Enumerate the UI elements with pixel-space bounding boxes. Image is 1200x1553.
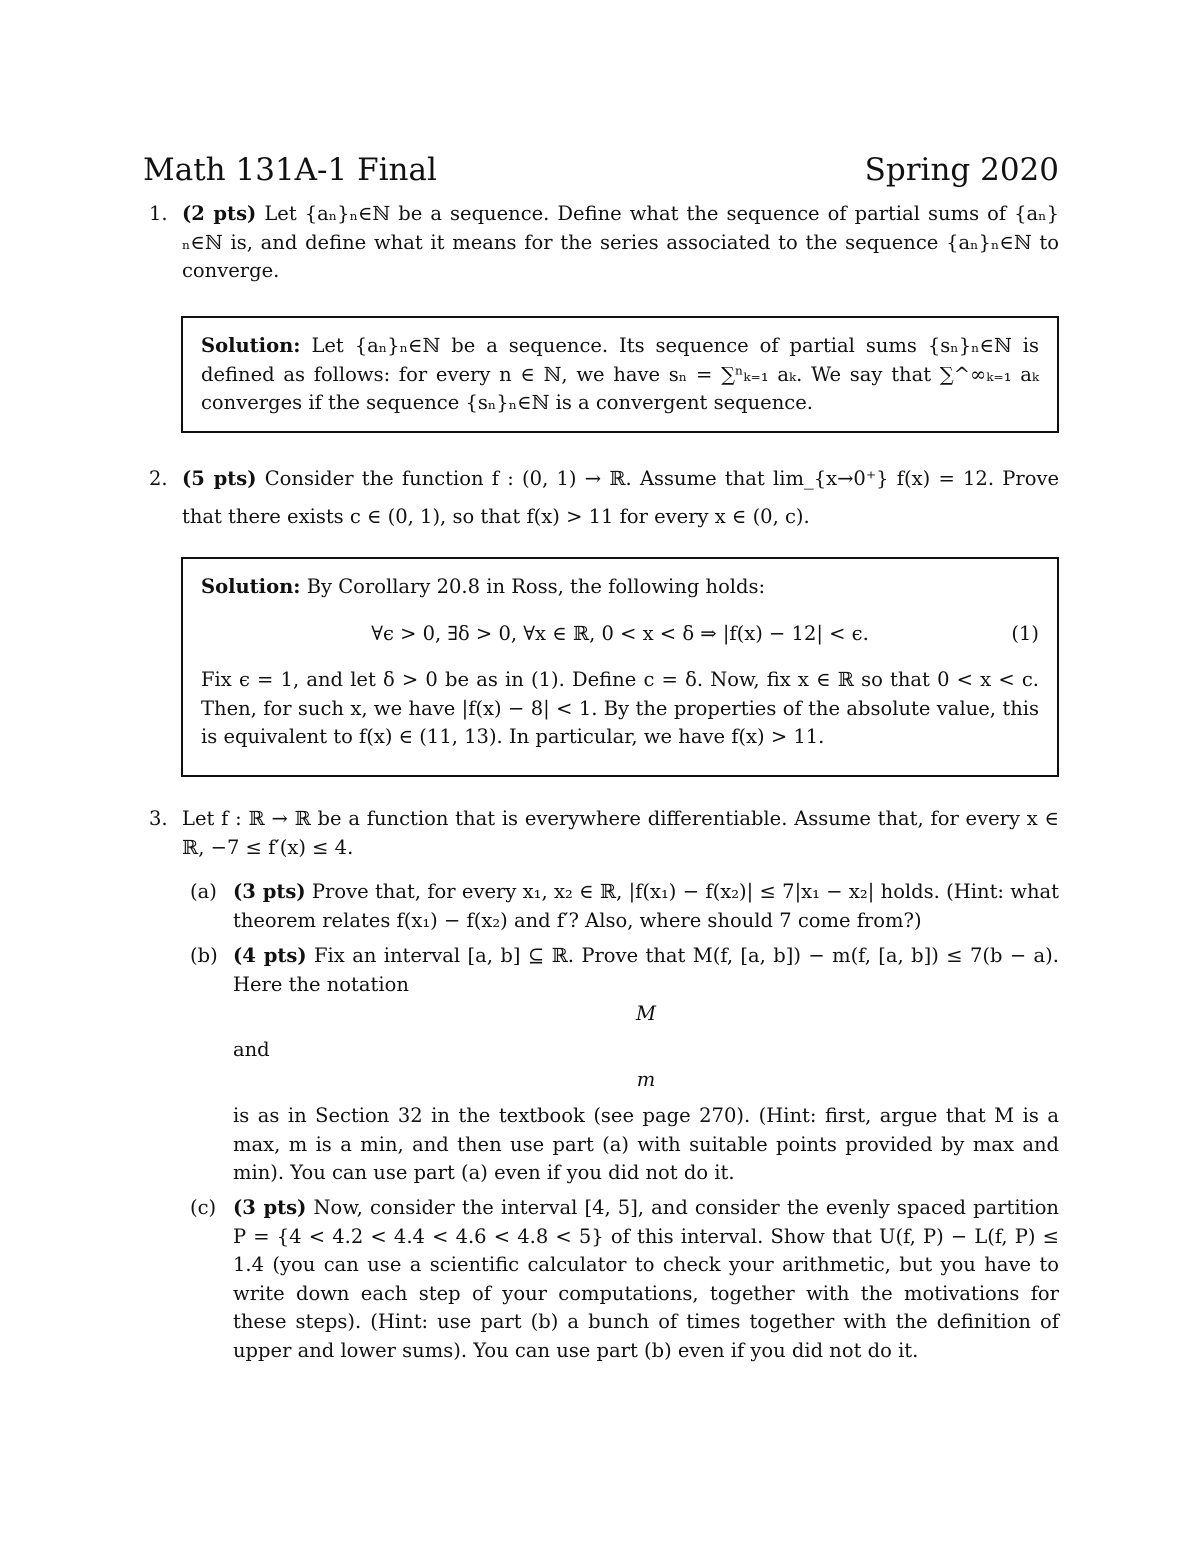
- solution-text: Let {aₙ}ₙ∈ℕ be a sequence. Its sequence of partial sums {sₙ}ₙ∈ℕ is defined as follows: for every n ∈ ℕ, we have sₙ = ∑ⁿₖ₌₁ aₖ. We say that ∑^∞ₖ₌₁ aₖ converges if the sequence {sₙ}ₙ∈ℕ is a convergent sequence.: [201, 334, 1039, 414]
- part-b: [190, 942, 1059, 1192]
- exam-term: Spring 2020: [864, 152, 1059, 188]
- equation-1: [201, 620, 1039, 649]
- and-text: and: [233, 1038, 270, 1061]
- exam-header: [143, 152, 1059, 192]
- question-3: [149, 805, 1059, 862]
- question-number: 3.: [149, 807, 168, 830]
- part-points: (3 pts): [233, 1196, 307, 1219]
- question-text: Let f : ℝ → ℝ be a function that is everywhere differentiable. Assume that, for every x ∈ ℝ, −7 ≤ f′(x) ≤ 4.: [182, 807, 1059, 859]
- question-text: Let {aₙ}ₙ∈ℕ be a sequence. Define what the sequence of partial sums of {aₙ}ₙ∈ℕ is, and define what it means for the series associated to the sequence {aₙ}ₙ∈ℕ to converge.: [182, 202, 1060, 282]
- part-text-continued: is as in Section 32 in the textbook (see page 270). (Hint: first, argue that M is a max, m is a min, and then use part (a) with suitable points provided by max and min). You can use part (a) even if you did not do it.: [233, 1104, 1059, 1184]
- display-M: M: [636, 1002, 656, 1025]
- part-a: [190, 878, 1060, 935]
- solution-label: Solution:: [201, 334, 301, 357]
- part-label: (c): [190, 1196, 217, 1219]
- question-number: 1.: [149, 202, 168, 225]
- solution-intro: By Corollary 20.8 in Ross, the following holds:: [306, 575, 766, 598]
- solution-box-1: [181, 316, 1059, 433]
- display-m: m: [636, 1068, 656, 1091]
- question-number: 2.: [149, 467, 168, 490]
- part-text: Fix an interval [a, b] ⊆ ℝ. Prove that M(f, [a, b]) − m(f, [a, b]) ≤ 7(b − a). Here the notation: [233, 944, 1059, 996]
- part-text: Now, consider the interval [4, 5], and consider the evenly spaced partition P = {4 < 4.2 < 4.4 < 4.6 < 4.8 < 5} of this interval. Show that U(f, P) − L(f, P) ≤ 1.4 (you can use a scientific calculator to check your arithmetic, but you have to write down each step of your computations, together with the motivations for these steps). (Hint: use part (b) a bunch of times together with the definition of upper and lower sums). You can use part (b) even if you did not do it.: [233, 1196, 1059, 1362]
- question-1: [149, 200, 1060, 286]
- equation-text: ∀ϵ > 0, ∃δ > 0, ∀x ∈ ℝ, 0 < x < δ ⇒ |f(x) − 12| < ϵ.: [371, 621, 869, 645]
- question-points: (2 pts): [182, 202, 257, 225]
- solution-box-2: [181, 557, 1059, 777]
- solution-label: Solution:: [201, 575, 301, 598]
- exam-title: Math 131A-1 Final: [143, 152, 437, 188]
- question-2: [149, 460, 1059, 536]
- part-text: Prove that, for every x₁, x₂ ∈ ℝ, |f(x₁) − f(x₂)| ≤ 7|x₁ − x₂| holds. (Hint: what theorem relates f(x₁) − f(x₂) and f′? Also, where should 7 come from?): [233, 880, 1060, 932]
- equation-number: (1): [1011, 621, 1039, 645]
- solution-text: Fix ϵ = 1, and let δ > 0 be as in (1). Define c = δ. Now, fix x ∈ ℝ so that 0 < x < c. Then, for such x, we have |f(x) − 8| < 1. By the properties of the absolute value, this is equivalent to f(x) ∈ (11, 13). In particular, we have f(x) > 11.: [201, 668, 1039, 748]
- question-text: Consider the function f : (0, 1) → ℝ. Assume that lim_{x→0⁺} f(x) = 12. Prove that there exists c ∈ (0, 1), so that f(x) > 11 for every x ∈ (0, c).: [182, 467, 1059, 528]
- part-c: [190, 1194, 1059, 1365]
- part-points: (3 pts): [233, 880, 306, 903]
- question-points: (5 pts): [182, 467, 257, 490]
- part-label: (b): [190, 944, 218, 967]
- part-points: (4 pts): [233, 944, 307, 967]
- part-label: (a): [190, 880, 217, 903]
